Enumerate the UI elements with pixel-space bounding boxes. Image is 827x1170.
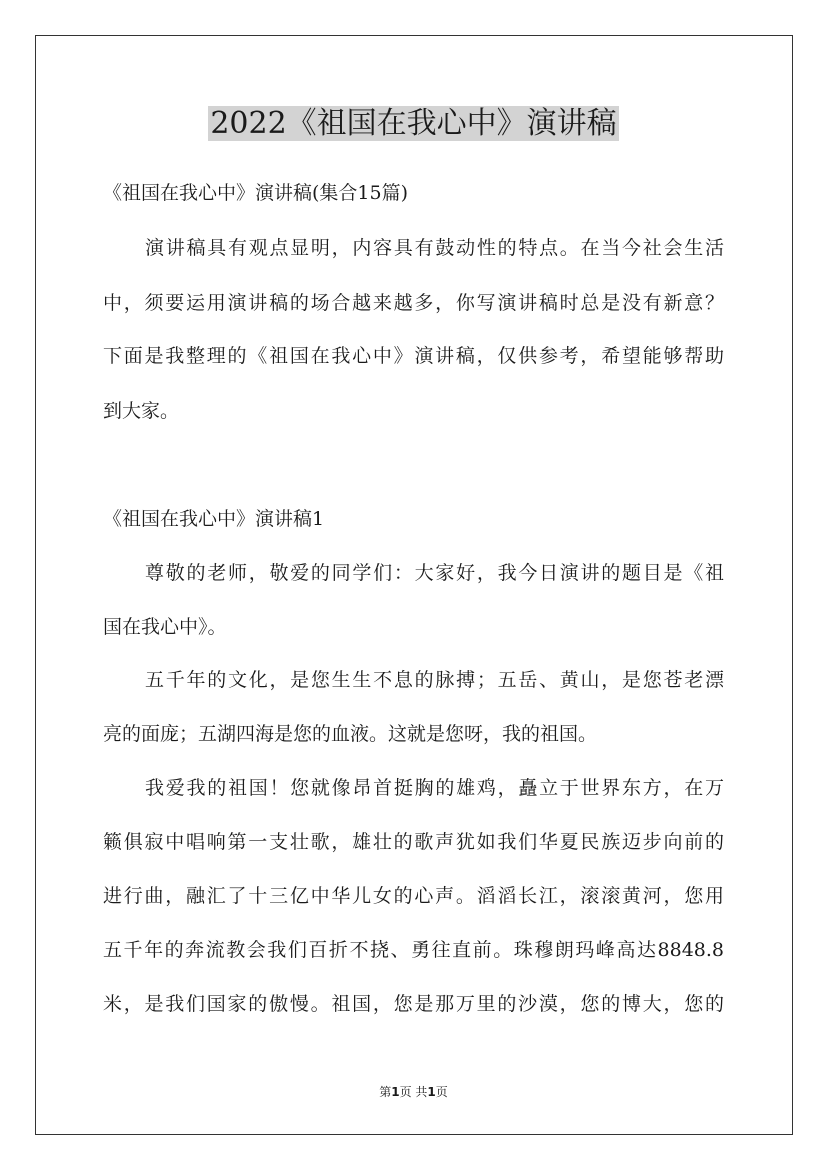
footer-prefix: 第 — [379, 1085, 392, 1099]
footer-mid: 页 共 — [399, 1085, 428, 1099]
body-line: 米，是我们国家的傲慢。祖国，您是那万里的沙漠，您的博大，您的 — [103, 993, 724, 1015]
intro-line: 到大家。 — [103, 400, 180, 422]
body-line: 五千年的奔流教会我们百折不挠、勇往直前。珠穆朗玛峰高达8848.8 — [103, 939, 724, 961]
title-highlight: 2022《祖国在我心中》演讲稿 — [210, 106, 617, 141]
footer-current-page: 1 — [391, 1085, 400, 1099]
body-line: 国在我心中》。 — [103, 616, 227, 638]
page-footer — [0, 1083, 827, 1101]
document-subtitle: 《祖国在我心中》演讲稿(集合15篇) — [103, 182, 409, 204]
document-title — [0, 104, 827, 144]
body-line: 亮的面庞；五湖四海是您的血液。这就是您呀，我的祖国。 — [103, 723, 598, 745]
body-line: 尊敬的老师，敬爱的同学们：大家好，我今日演讲的题目是《祖 — [145, 562, 724, 584]
section-heading: 《祖国在我心中》演讲稿1 — [103, 508, 325, 530]
footer-total-pages: 1 — [427, 1085, 436, 1099]
intro-line: 演讲稿具有观点显明，内容具有鼓动性的特点。在当今社会生活 — [145, 237, 724, 259]
body-line: 五千年的文化，是您生生不息的脉搏；五岳、黄山，是您苍老漂 — [145, 669, 724, 691]
intro-line: 下面是我整理的《祖国在我心中》演讲稿，仅供参考，希望能够帮助 — [103, 345, 724, 367]
body-line: 我爱我的祖国！您就像昂首挺胸的雄鸡，矗立于世界东方，在万 — [145, 777, 724, 799]
body-line: 籁俱寂中唱响第一支壮歌，雄壮的歌声犹如我们华夏民族迈步向前的 — [103, 831, 724, 853]
intro-line: 中，须要运用演讲稿的场合越来越多，你写演讲稿时总是没有新意？ — [103, 292, 724, 314]
footer-suffix: 页 — [435, 1085, 448, 1099]
body-line: 进行曲，融汇了十三亿中华儿女的心声。滔滔长江，滚滚黄河，您用 — [103, 885, 724, 907]
